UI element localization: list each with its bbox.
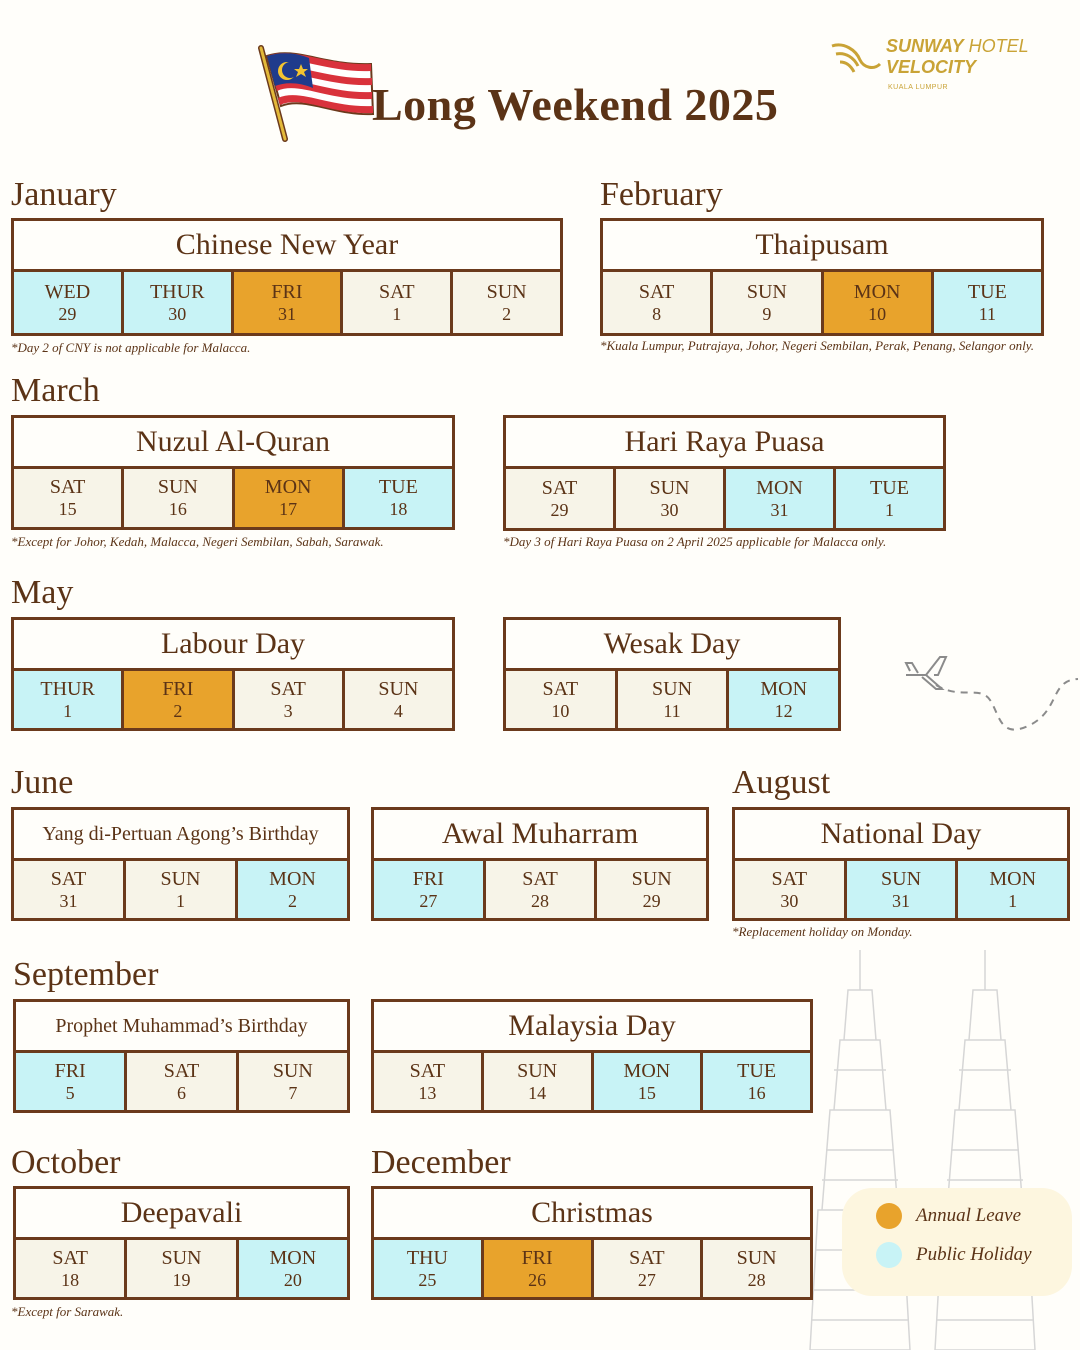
date-number: 1	[63, 700, 73, 721]
month-may: May	[11, 574, 74, 611]
holiday-card-deepavali	[13, 1186, 350, 1300]
weekday-label: SAT	[270, 677, 306, 700]
day-row	[735, 861, 1067, 918]
holiday-name: Deepavali	[16, 1189, 347, 1240]
date-number: 18	[61, 1269, 80, 1290]
date-number: 3	[283, 700, 293, 721]
holiday-name: Yang di-Pertuan Agong’s Birthday	[14, 810, 347, 861]
sunway-swan-logo-icon	[830, 40, 882, 76]
brand-name: SUNWAY HOTEL	[886, 36, 1029, 56]
weekday-label: MON	[623, 1059, 671, 1082]
date-number: 10	[868, 303, 887, 324]
holiday-name: Christmas	[374, 1189, 810, 1240]
weekday-label: TUE	[378, 476, 418, 499]
legend-annual-leave-label: Annual Leave	[916, 1205, 1022, 1226]
day-cell	[231, 272, 341, 333]
weekday-label: TUE	[737, 1059, 777, 1082]
day-cell	[506, 469, 613, 528]
day-cell	[123, 861, 235, 918]
holiday-card-nuzul	[11, 415, 455, 530]
date-number: 10	[551, 700, 570, 721]
month-october: October	[11, 1144, 121, 1181]
airplane-icon	[906, 657, 946, 689]
month-january: January	[11, 176, 117, 213]
weekday-label: SAT	[163, 1059, 200, 1082]
weekday-label: MON	[989, 867, 1037, 890]
annual-leave-swatch	[876, 1203, 902, 1229]
brand-name-line2: VELOCITY	[886, 57, 977, 77]
day-cell	[342, 671, 452, 728]
date-number: 5	[65, 1082, 75, 1103]
date-number: 11	[978, 303, 997, 324]
date-number: 30	[660, 499, 679, 520]
date-number: 25	[418, 1269, 437, 1290]
note-cny: *Day 2 of CNY is not applicable for Malacca.	[11, 340, 251, 355]
holiday-card-christmas	[371, 1186, 813, 1300]
day-cell	[591, 1240, 701, 1297]
date-number: 1	[392, 303, 402, 324]
day-row	[16, 1053, 347, 1110]
day-row	[506, 469, 943, 528]
day-cell	[121, 469, 231, 527]
holiday-card-prophet	[13, 999, 350, 1113]
date-number: 12	[774, 700, 793, 721]
date-number: 31	[277, 303, 296, 324]
day-row	[374, 1053, 810, 1110]
weekday-label: FRI	[412, 867, 444, 890]
day-cell	[481, 1240, 591, 1297]
note-deepavali: *Except for Sarawak.	[11, 1304, 124, 1319]
month-march: March	[11, 372, 100, 409]
holiday-name: National Day	[735, 810, 1067, 861]
date-number: 28	[531, 890, 549, 911]
month-june: June	[11, 764, 74, 801]
day-cell	[955, 861, 1067, 918]
weekday-label: SUN	[736, 1246, 777, 1269]
day-row	[506, 671, 838, 728]
day-row	[603, 272, 1041, 333]
day-cell	[340, 272, 450, 333]
weekday-label: WED	[44, 280, 91, 303]
weekday-label: FRI	[162, 677, 194, 700]
weekday-label: SAT	[409, 1059, 446, 1082]
legend	[842, 1188, 1072, 1296]
day-cell	[374, 1053, 481, 1110]
day-cell	[236, 1053, 347, 1110]
day-cell	[615, 671, 727, 728]
month-september: September	[13, 956, 159, 993]
holiday-name: Malaysia Day	[374, 1002, 810, 1053]
date-number: 30	[168, 303, 187, 324]
holiday-card-puasa	[503, 415, 946, 531]
month-august: August	[732, 764, 831, 801]
day-cell	[700, 1053, 810, 1110]
holiday-name: Hari Raya Puasa	[506, 418, 943, 469]
weekday-label: SAT	[522, 867, 558, 890]
day-cell	[844, 861, 956, 918]
weekday-label: THUR	[40, 677, 95, 700]
weekday-label: SAT	[52, 1246, 88, 1269]
date-number: 29	[642, 890, 661, 911]
date-number: 15	[58, 499, 77, 520]
date-number: 15	[637, 1082, 656, 1103]
day-cell	[591, 1053, 701, 1110]
day-cell	[821, 272, 931, 333]
day-cell	[481, 1053, 591, 1110]
day-cell	[931, 272, 1041, 333]
weekday-label: SAT	[541, 476, 578, 499]
day-cell	[121, 272, 231, 333]
day-cell	[236, 1240, 347, 1297]
weekday-label: MON	[264, 476, 312, 499]
weekday-label: SUN	[378, 677, 419, 700]
date-number: 31	[59, 890, 78, 911]
note-puasa: *Day 3 of Hari Raya Puasa on 2 April 2025 applicable for Malacca only.	[503, 534, 887, 549]
weekday-label: SUN	[160, 867, 201, 890]
legend-annual-leave	[876, 1203, 1021, 1229]
date-number: 31	[892, 890, 910, 911]
weekday-label: SUN	[881, 867, 922, 890]
day-cell	[374, 1240, 481, 1297]
day-row	[374, 1240, 810, 1297]
holiday-name: Labour Day	[14, 620, 452, 671]
weekday-label: SAT	[49, 476, 86, 499]
weekday-label: MON	[269, 1246, 317, 1269]
weekday-label: SUN	[652, 677, 693, 700]
day-cell	[121, 671, 231, 728]
holiday-card-cny	[11, 218, 563, 336]
holiday-card-muharram	[371, 807, 709, 921]
holiday-card-national	[732, 807, 1070, 921]
day-cell	[613, 469, 723, 528]
date-number: 27	[419, 890, 438, 911]
date-number: 27	[637, 1269, 656, 1290]
holiday-card-thaipusam	[600, 218, 1044, 336]
day-cell	[14, 671, 121, 728]
weekday-label: SAT	[629, 1246, 665, 1269]
day-row	[374, 861, 706, 918]
day-cell	[700, 1240, 810, 1297]
date-number: 2	[173, 700, 183, 721]
date-number: 20	[283, 1269, 302, 1290]
day-cell	[594, 861, 706, 918]
holiday-card-wesak	[503, 617, 841, 731]
day-cell	[723, 469, 833, 528]
date-number: 26	[528, 1269, 547, 1290]
day-row	[14, 671, 452, 728]
date-number: 17	[279, 499, 298, 520]
weekday-label: TUE	[870, 476, 909, 499]
weekday-label: SAT	[50, 867, 87, 890]
date-number: 30	[780, 890, 799, 911]
holiday-name: Wesak Day	[506, 620, 838, 671]
holiday-name: Nuzul Al-Quran	[14, 418, 452, 469]
holiday-card-labour	[11, 617, 455, 731]
date-number: 2	[288, 890, 297, 911]
weekday-label: SUN	[486, 280, 527, 303]
weekday-label: MON	[760, 677, 808, 700]
date-number: 14	[528, 1082, 547, 1103]
date-number: 31	[770, 499, 789, 520]
date-number: 9	[762, 303, 772, 324]
day-cell	[16, 1053, 124, 1110]
date-number: 28	[747, 1269, 766, 1290]
date-number: 18	[389, 499, 408, 520]
airplane-path-illustration	[900, 645, 1080, 740]
date-number: 29	[550, 499, 569, 520]
date-number: 4	[393, 700, 403, 721]
date-number: 1	[176, 890, 185, 911]
malaysia-flag-icon	[255, 44, 377, 144]
page-title: Long Weekend 2025	[372, 79, 779, 130]
legend-public-holiday-label: Public Holiday	[916, 1244, 1032, 1265]
day-cell	[483, 861, 595, 918]
note-nuzul: *Except for Johor, Kedah, Malacca, Negeri Sembilan, Sabah, Sarawak.	[11, 534, 384, 549]
note-thaipusam: *Kuala Lumpur, Putrajaya, Johor, Negeri Sembilan, Perak, Penang, Selangor only.	[600, 338, 1035, 353]
month-february: February	[600, 176, 723, 213]
weekday-label: THUR	[149, 280, 205, 303]
holiday-name: Awal Muharram	[374, 810, 706, 861]
weekday-label: MON	[269, 867, 316, 890]
holiday-name: Chinese New Year	[14, 221, 560, 272]
day-row	[14, 469, 452, 527]
date-number: 16	[747, 1082, 766, 1103]
day-cell	[14, 861, 123, 918]
day-cell	[450, 272, 560, 333]
date-number: 1	[885, 499, 894, 520]
day-cell	[342, 469, 452, 527]
weekday-label: SUN	[746, 280, 787, 303]
day-row	[16, 1240, 347, 1297]
weekday-label: SUN	[272, 1059, 313, 1082]
weekday-label: TUE	[967, 280, 1007, 303]
brand-location: KUALA LUMPUR	[888, 84, 949, 91]
day-cell	[232, 671, 342, 728]
weekday-label: FRI	[521, 1246, 553, 1269]
holiday-name: Thaipusam	[603, 221, 1041, 272]
weekday-label: SAT	[771, 867, 808, 890]
date-number: 13	[418, 1082, 437, 1103]
date-number: 8	[652, 303, 662, 324]
weekday-label: SUN	[649, 476, 690, 499]
weekday-label: SUN	[161, 1246, 202, 1269]
weekday-label: MON	[853, 280, 901, 303]
weekday-label: SUN	[517, 1059, 558, 1082]
date-number: 2	[502, 303, 512, 324]
day-cell	[735, 861, 844, 918]
date-number: 11	[663, 700, 681, 721]
weekday-label: FRI	[54, 1059, 86, 1082]
day-cell	[124, 1240, 235, 1297]
month-december: December	[371, 1144, 511, 1181]
day-cell	[14, 469, 121, 527]
weekday-label: MON	[756, 476, 803, 499]
weekday-label: SAT	[542, 677, 579, 700]
day-cell	[833, 469, 943, 528]
day-cell	[710, 272, 820, 333]
day-cell	[14, 272, 121, 333]
weekday-label: THU	[406, 1246, 448, 1269]
date-number: 29	[58, 303, 77, 324]
weekday-label: SAT	[638, 280, 675, 303]
day-cell	[506, 671, 615, 728]
day-cell	[16, 1240, 124, 1297]
day-row	[14, 861, 347, 918]
weekday-label: SUN	[631, 867, 672, 890]
public-holiday-swatch	[876, 1242, 902, 1268]
holiday-name: Prophet Muhammad’s Birthday	[16, 1002, 347, 1053]
holiday-card-malaysia	[371, 999, 813, 1113]
date-number: 16	[168, 499, 187, 520]
weekday-label: SAT	[379, 280, 415, 303]
day-cell	[603, 272, 710, 333]
day-row	[14, 272, 560, 333]
date-number: 19	[172, 1269, 191, 1290]
date-number: 1	[1008, 890, 1018, 911]
day-cell	[726, 671, 838, 728]
date-number: 7	[288, 1082, 298, 1103]
day-cell	[374, 861, 483, 918]
day-cell	[124, 1053, 235, 1110]
legend-public-holiday	[876, 1242, 1032, 1268]
note-national: *Replacement holiday on Monday.	[732, 924, 913, 939]
day-cell	[232, 469, 342, 527]
weekday-label: FRI	[271, 280, 303, 303]
holiday-card-agong	[11, 807, 350, 921]
day-cell	[235, 861, 347, 918]
date-number: 6	[176, 1082, 186, 1103]
weekday-label: SUN	[157, 476, 198, 499]
